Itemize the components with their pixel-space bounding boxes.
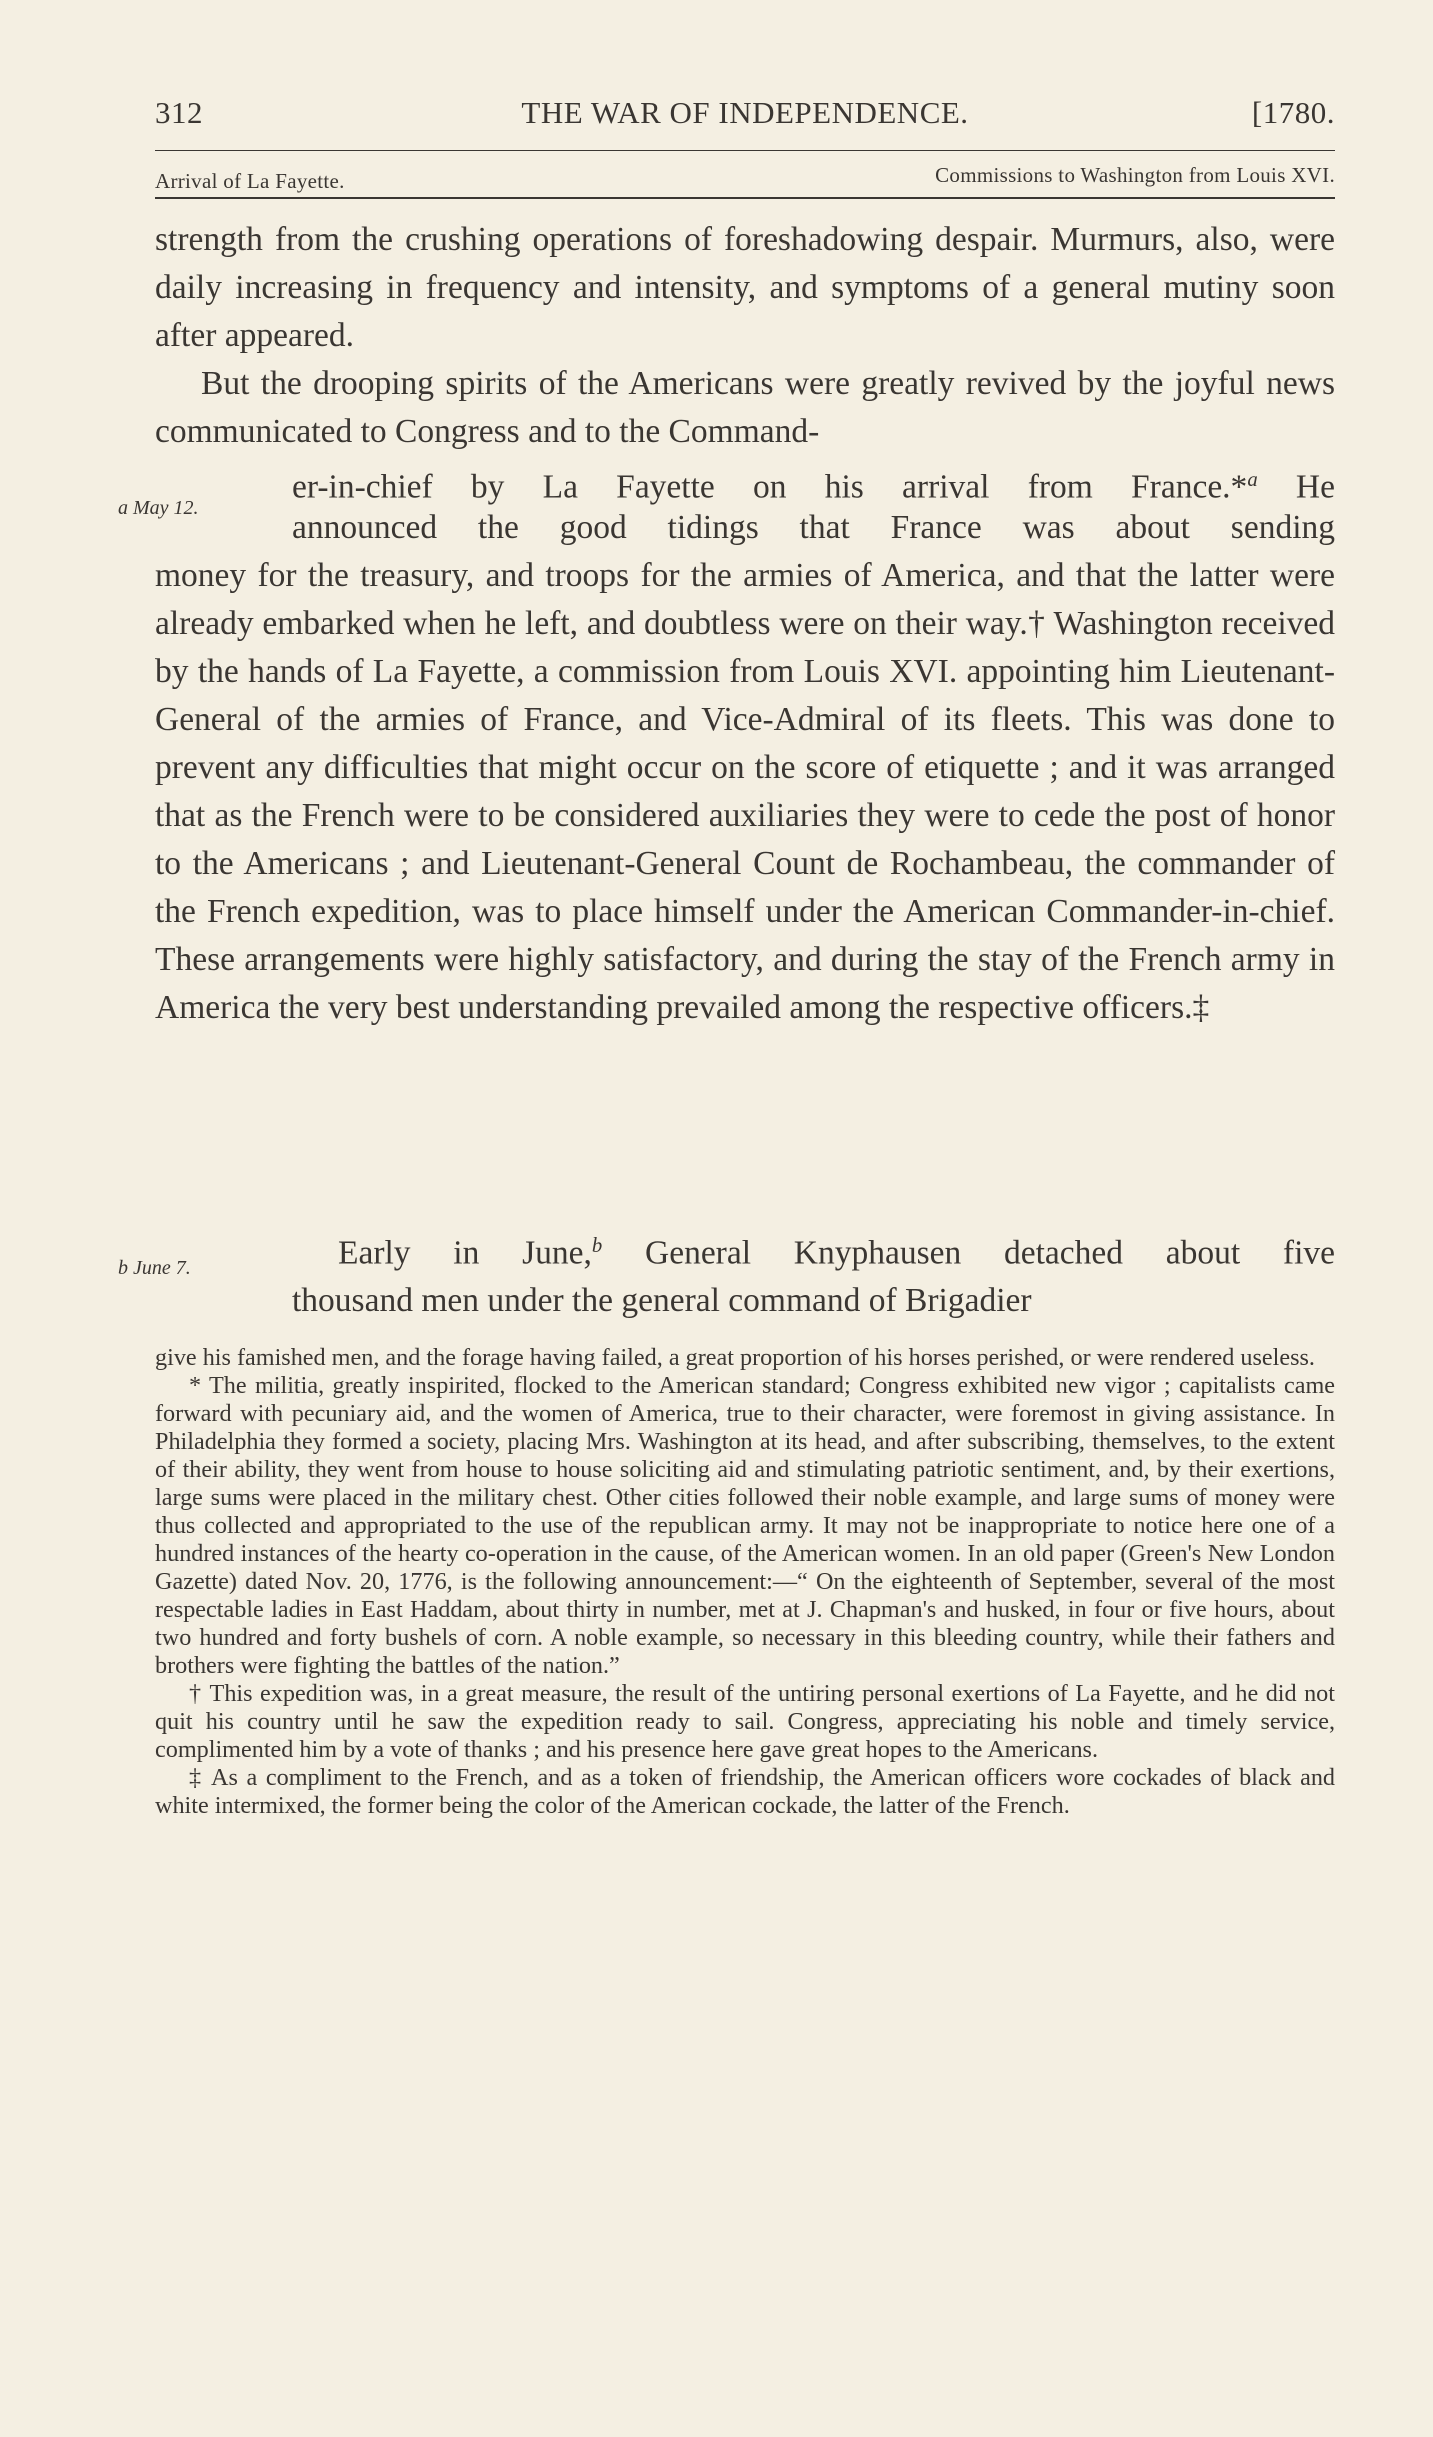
section-subhead	[155, 163, 1335, 197]
footnote-star: * The militia, greatly inspirited, flocked to the American standard; Congress exhibited new vigor ; capitalists came forward with pecuniary aid, and the women of America, true to their character, were foremost in giving assistance. In Philadelphia they formed a society, placing Mrs. Washington at its head, and after subscribing, themselves, to the extent of their ability, they went from house to house soliciting aid and stimulating patriotic sentiment, and, by their exertions, large sums were placed in the military chest. Other cities followed their noble example, and large sums of money were thus collected and appropriated to the use of the republican army. It may not be inappropriate to notice here one of a hundred instances of the hearty co-operation in the cause, of the American women. In an old paper (Green's New London Gazette) dated Nov. 20, 1776, is the following announcement:—“ On the eighteenth of September, several of the most respectable ladies in East Haddam, about thirty in number, met at J. Chapman's and husked, in four or five hours, about two hundred and forty bushels of corn. A noble example, so necessary in this bleeding country, while their fathers and brothers were fighting the battles of the nation.”	[155, 1372, 1335, 1679]
body-paragraph-2-indented-line-2	[292, 504, 1335, 552]
body-paragraph-2	[155, 360, 1335, 456]
body-paragraph-1	[155, 216, 1335, 360]
paragraph-text: announced the good tidings that France was about sending	[292, 509, 1335, 546]
margin-ref-a: a	[1247, 468, 1258, 491]
footnotes	[155, 1344, 1335, 1820]
paragraph-text: But the drooping spirits of the Americans were greatly revived by the joyful news communicated to Congress and to the Command-	[155, 365, 1335, 450]
running-year: [1780.	[1251, 95, 1335, 130]
paragraph-text: General Knyphausen detached about five	[602, 1234, 1335, 1272]
page-number: 312	[155, 95, 203, 130]
paragraph-text: er-in-chief by La Fayette on his arrival from France.*	[292, 468, 1248, 506]
footnote-dagger: † This expedition was, in a great measure, the result of the untiring personal exertions of La Fayette, and he did not quit his country until he saw the expedition ready to sail. Congress, appreciating his noble and timely service, complimented him by a vote of thanks ; and his presence here gave great hopes to the Americans.	[155, 1680, 1335, 1763]
margin-note-june: b June 7.	[118, 1257, 191, 1279]
margin-ref-b: b	[591, 1234, 603, 1257]
running-title: THE WAR OF INDEPENDENCE.	[521, 95, 969, 130]
footnote-double-dagger: ‡ As a compliment to the French, and as a token of friendship, the American officers wore cockades of black and white intermixed, the former being the color of the American cockade, the latter of the French.	[155, 1764, 1335, 1819]
paragraph-text: He	[1257, 468, 1335, 506]
body-paragraph-3	[292, 1222, 1335, 1325]
margin-note-may: a May 12.	[118, 497, 199, 519]
footnote-continued: give his famished men, and the forage having failed, a great proportion of his horses perished, or were rendered useless.	[155, 1344, 1315, 1371]
header-rule-bottom	[155, 197, 1335, 199]
subhead-right: Commissions to Washington from Louis XVI.	[935, 163, 1335, 187]
paragraph-line	[292, 1222, 1335, 1277]
paragraph-text: Early in June,	[338, 1234, 592, 1272]
subhead-left: Arrival of La Fayette.	[155, 169, 345, 193]
header-rule-top	[155, 150, 1335, 151]
paragraph-text: strength from the crushing operations of foreshadowing despair. Murmurs, also, were daily increasing in frequency and intensity, and symptoms of a general mutiny soon after appeared.	[155, 221, 1335, 354]
running-head	[155, 95, 1335, 135]
paragraph-text: thousand men under the general command of Brigadier	[292, 1282, 1032, 1320]
paragraph-text: money for the treasury, and troops for the armies of America, and that the latter were already embarked when he left, and doubtless were on their way.† Washington received by the hands of La Fayette, a commission from Louis XVI. appointing him Lieutenant-General of the armies of France, and Vice-Admiral of its fleets. This was done to prevent any difficulties that might occur on the score of etiquette ; and it was arranged that as the French were to be considered auxiliaries they were to cede the post of honor to the Americans ; and Lieutenant-General Count de Rochambeau, the commander of the French expedition, was to place himself under the American Commander-in-chief. These arrangements were highly satisfactory, and during the stay of the French army in America the very best understanding prevailed among the respective officers.‡	[155, 557, 1335, 1026]
body-paragraph-2-cont	[155, 552, 1335, 1032]
